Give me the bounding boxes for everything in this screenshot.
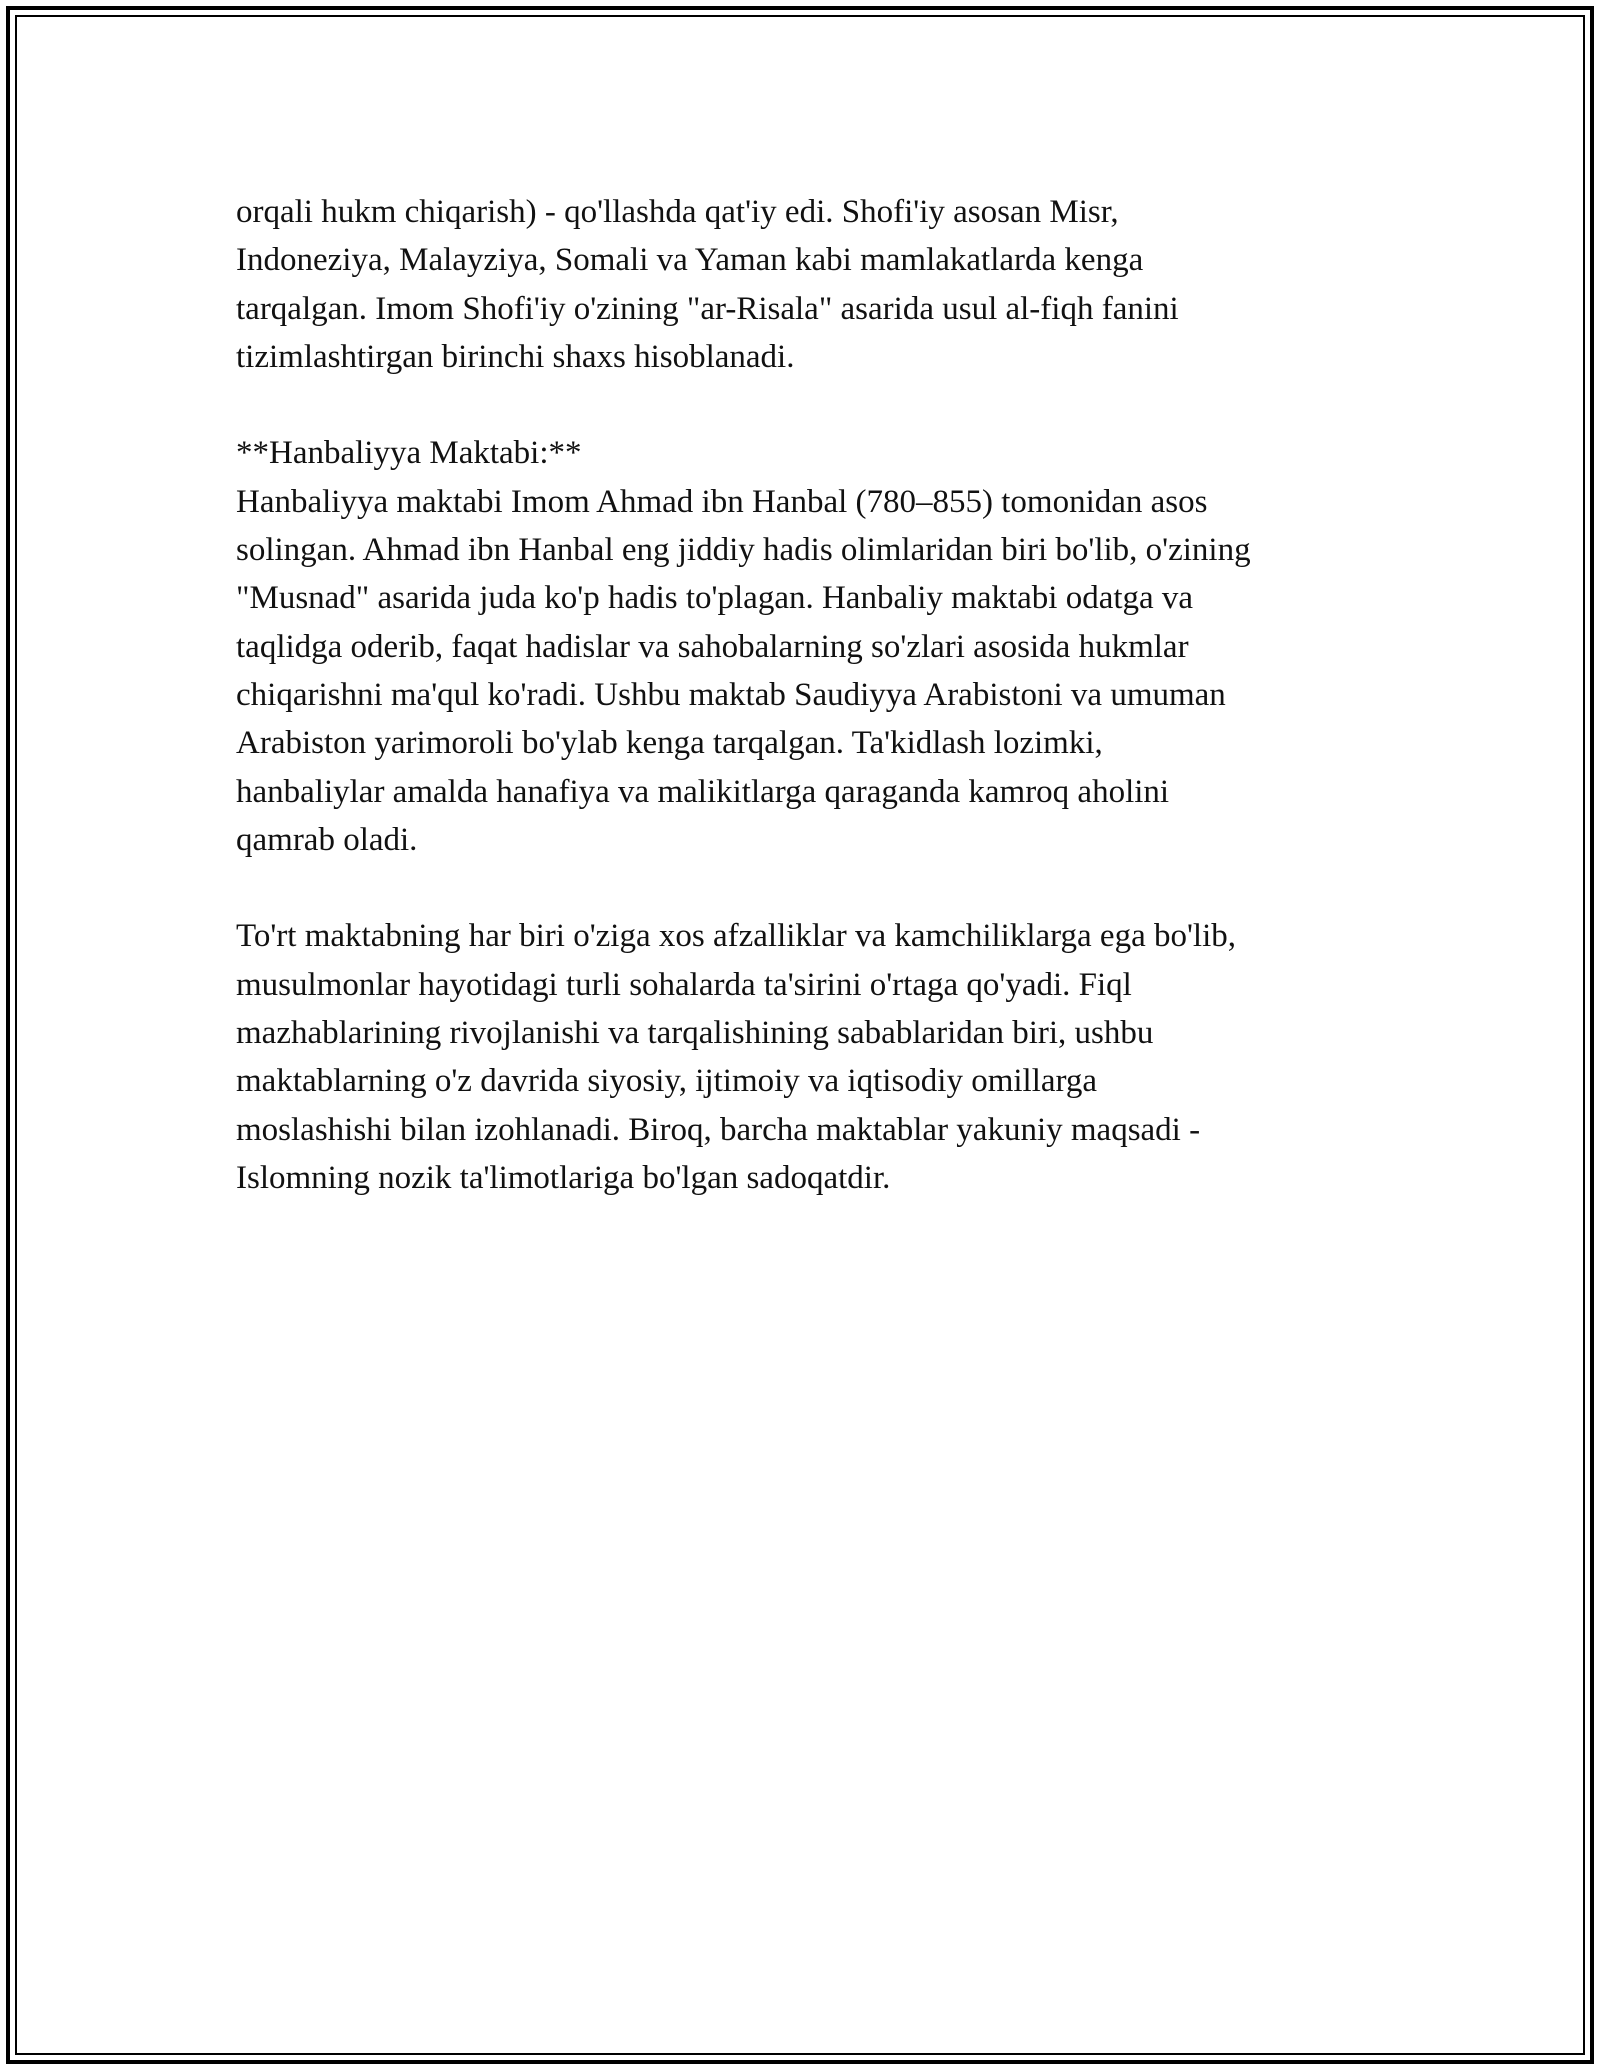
text-line: orqali hukm chiqarish) - qo'llashda qat'iy edi. Shofi'iy asosan Misr,: [236, 194, 1119, 230]
text-line: Indoneziya, Malayziya, Somali va Yaman kabi mamlakatlarda kenga: [236, 242, 1144, 279]
paragraph-shofiiy-continuation: [236, 188, 1396, 381]
text-line: Hanbaliyya maktabi Imom Ahmad ibn Hanbal (780–855) tomonidan asos: [236, 483, 1208, 520]
text-line: moslashishi bilan izohlanadi. Biroq, barcha maktablar yakuniy maqsadi -: [236, 1111, 1201, 1148]
paragraph-gap: [236, 381, 1396, 429]
paragraph-conclusion: [236, 912, 1396, 1202]
text-line: tizimlashtirgan birinchi shaxs hisoblanadi.: [236, 338, 795, 375]
section-heading-hanbaliyya: **Hanbaliyya Maktabi:**: [236, 435, 582, 472]
text-line: maktablarning o'z davrida siyosiy, ijtimoiy va iqtisodiy omillarga: [236, 1063, 1098, 1100]
text-line: hanbaliylar amalda hanafiya va malikitlarga qaraganda kamroq aholini: [236, 773, 1170, 810]
text-line: "Musnad" asarida juda ko'p hadis to'plagan. Hanbaliy maktabi odatga va: [236, 580, 1194, 617]
paragraph-hanbaliyya: [236, 478, 1396, 864]
text-line: solingan. Ahmad ibn Hanbal eng jiddiy hadis olimlaridan biri bo'lib, o'zining: [236, 532, 1251, 569]
document-body: [236, 188, 1396, 1202]
text-line: Islomning nozik ta'limotlariga bo'lgan sadoqatdir.: [236, 1159, 891, 1196]
text-line: chiqarishni ma'qul ko'radi. Ushbu maktab Saudiyya Arabistoni va umuman: [236, 676, 1226, 713]
text-line: mazhablarining rivojlanishi va tarqalishining sabablaridan biri, ushbu: [236, 1015, 1154, 1052]
text-line: To'rt maktabning har biri o'ziga xos afzalliklar va kamchiliklarga ega bo'lib,: [236, 918, 1237, 955]
paragraph-gap: [236, 864, 1396, 912]
text-line: taqlidga oderib, faqat hadislar va sahobalarning so'zlari asosida hukmlar: [236, 628, 1189, 665]
text-line: musulmonlar hayotidagi turli sohalarda ta'sirini o'rtaga qo'yadi. Fiql: [236, 966, 1132, 1003]
text-line: tarqalgan. Imom Shofi'iy o'zining "ar-Risala" asarida usul al-fiqh fanini: [236, 290, 1179, 327]
text-line: qamrab oladi.: [236, 821, 418, 858]
text-line: Arabiston yarimoroli bo'ylab kenga tarqalgan. Ta'kidlash lozimki,: [236, 725, 1103, 762]
